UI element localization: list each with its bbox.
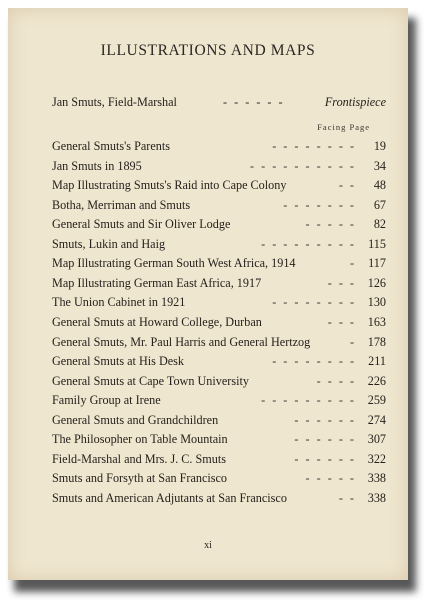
entry-page-number: 48 <box>373 178 386 193</box>
entry-page-number: 211 <box>368 354 386 369</box>
entry-leader: - - - - - <box>305 471 356 486</box>
entry-label: General Smuts and Grandchildren <box>52 412 219 427</box>
entry-label: General Smuts and Sir Oliver Lodge <box>52 217 231 232</box>
book-page <box>8 8 408 580</box>
list-item <box>52 276 386 294</box>
entry-leader: - - - - - - - <box>283 197 356 212</box>
entry-leader: - - - - - - <box>294 412 356 427</box>
entry-leader: - - - - - - - - - <box>261 236 356 251</box>
entry-label: Smuts and American Adjutants at San Francisco <box>52 490 287 505</box>
page-number: xi <box>204 540 212 551</box>
list-item <box>52 159 386 177</box>
entry-page-number: 274 <box>367 412 386 427</box>
entry-leader: - - - - - - <box>294 451 356 466</box>
entry-label: Botha, Merriman and Smuts <box>52 197 191 212</box>
entry-label: Family Group at Irene <box>52 393 161 408</box>
frontispiece-page: Frontispiece <box>324 95 386 109</box>
entry-leader: - - <box>338 178 356 193</box>
list-item <box>52 178 386 196</box>
entry-page-number: 163 <box>367 314 386 329</box>
entry-label: Map Illustrating Smuts's Raid into Cape Colony <box>52 178 287 193</box>
entry-page-number: 67 <box>373 197 386 212</box>
entry-leader: - - <box>338 490 356 505</box>
entry-label: Smuts and Forsyth at San Francisco <box>52 471 228 486</box>
list-item <box>52 471 386 489</box>
entry-leader: - - - - - - <box>223 95 285 109</box>
entry-label: Jan Smuts, Field-Marshal <box>52 95 177 109</box>
entry-leader: - <box>349 256 356 271</box>
entry-label: The Union Cabinet in 1921 <box>52 295 186 310</box>
list-item <box>52 354 386 372</box>
list-item <box>52 237 386 255</box>
frontispiece-entry <box>52 95 386 113</box>
entry-page-number: 130 <box>367 295 386 310</box>
entry-leader: - - - - - - - - <box>272 139 356 153</box>
list-item <box>52 315 386 333</box>
entry-page-number: 338 <box>367 490 386 505</box>
entry-label: General Smuts at Howard College, Durban <box>52 314 262 329</box>
list-item <box>52 217 386 235</box>
list-item <box>52 491 386 509</box>
entry-label: General Smuts at His Desk <box>52 354 185 369</box>
entry-leader: - - - - <box>316 373 356 388</box>
entry-page-number: 338 <box>367 471 386 486</box>
list-item <box>52 413 386 431</box>
entry-label: Smuts, Lukin and Haig <box>52 236 166 251</box>
entry-label: Field-Marshal and Mrs. J. C. Smuts <box>52 451 227 466</box>
facing-page-header: Facing Page <box>317 122 370 132</box>
entry-label: General Smuts, Mr. Paul Harris and General Hertzog <box>52 334 311 349</box>
entry-page-number: 126 <box>367 275 386 290</box>
entry-leader: - - - - - - - - <box>272 354 356 369</box>
entry-label: Map Illustrating German East Africa, 1917 <box>52 275 262 290</box>
list-item <box>52 374 386 392</box>
entry-page-number: 259 <box>367 393 386 408</box>
list-item <box>52 198 386 216</box>
entry-label: Jan Smuts in 1895 <box>52 158 142 173</box>
entry-page-number: 117 <box>368 256 386 271</box>
entry-leader: - - - <box>327 314 356 329</box>
entry-page-number: 19 <box>373 139 386 153</box>
entry-page-number: 322 <box>367 451 386 466</box>
list-item <box>52 335 386 353</box>
entry-page-number: 307 <box>367 432 386 447</box>
entry-page-number: 34 <box>373 158 386 173</box>
entry-page-number: 178 <box>367 334 386 349</box>
entry-page-number: 82 <box>373 217 386 232</box>
page-title: ILLUSTRATIONS AND MAPS <box>100 42 316 59</box>
list-item <box>52 432 386 450</box>
entry-label: General Smuts at Cape Town University <box>52 373 249 388</box>
entry-label: Map Illustrating German South West Africa, 1914 <box>52 256 296 271</box>
entry-leader: - - - - - - - - - - <box>249 158 356 173</box>
entry-leader: - - - - - <box>305 217 356 232</box>
entry-leader: - - - - - - - - <box>272 295 356 310</box>
list-item <box>52 452 386 470</box>
entry-leader: - <box>349 334 356 349</box>
entry-leader: - - - - - - - - - <box>261 393 356 408</box>
entry-page-number: 226 <box>367 373 386 388</box>
entry-page-number: 115 <box>368 236 386 251</box>
entry-leader: - - - - - - <box>294 432 356 447</box>
entry-leader: - - - <box>327 275 356 290</box>
entry-label: General Smuts's Parents <box>52 139 170 153</box>
list-item <box>52 393 386 411</box>
list-item <box>52 139 386 157</box>
list-item <box>52 295 386 313</box>
list-item <box>52 256 386 274</box>
entry-label: The Philosopher on Table Mountain <box>52 432 228 447</box>
